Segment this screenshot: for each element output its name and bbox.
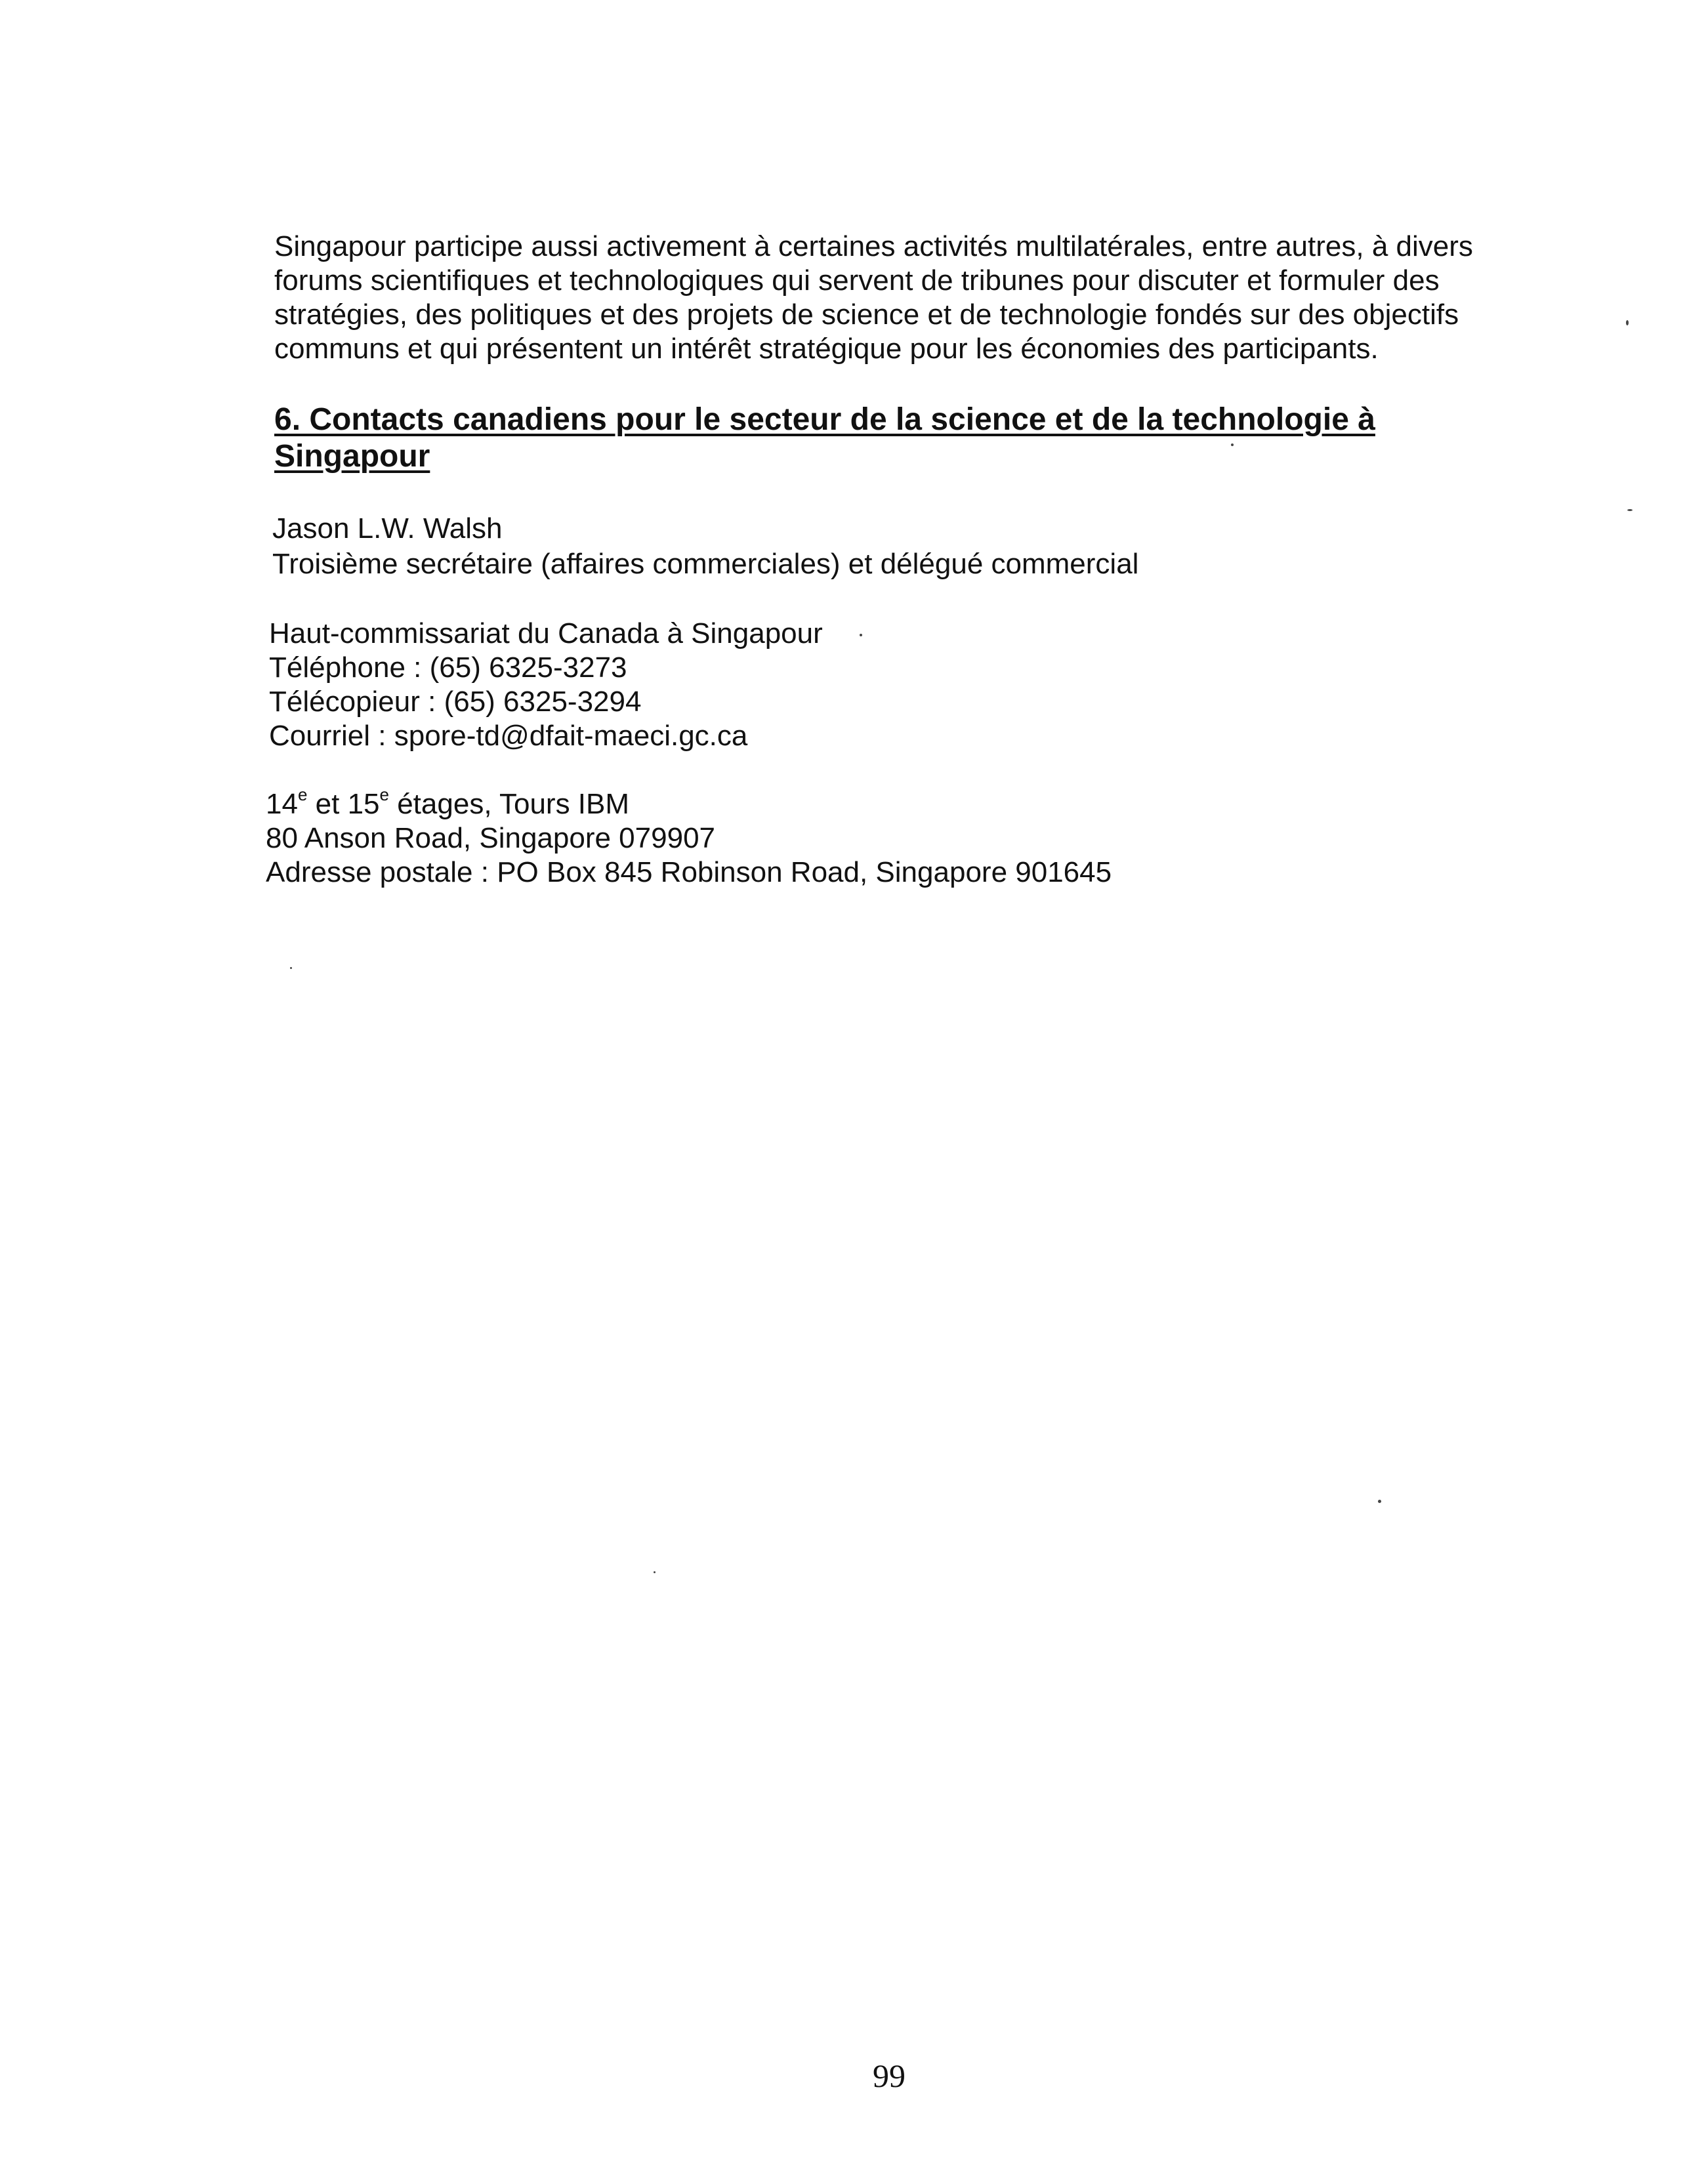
paragraph-line: Singapour participe aussi activement à certaines activités multilatérales, entre autres, à divers bbox=[274, 230, 1473, 262]
contact-title: Troisième secrétaire (affaires commerciales) et délégué commercial bbox=[272, 548, 1139, 580]
office-telephone: Téléphone : (65) 6325-3273 bbox=[269, 651, 627, 684]
scan-speck bbox=[1231, 443, 1234, 446]
office-block bbox=[269, 617, 823, 753]
contact-name: Jason L.W. Walsh bbox=[272, 512, 503, 545]
section-heading bbox=[274, 402, 1521, 475]
address-postal: Adresse postale : PO Box 845 Robinson Road, Singapore 901645 bbox=[266, 856, 1112, 888]
office-fax: Télécopieur : (65) 6325-3294 bbox=[269, 686, 642, 718]
scan-speck bbox=[1378, 1500, 1381, 1503]
floor-number-2: et 15 bbox=[307, 788, 380, 820]
floor-ordinal-1: e bbox=[297, 785, 308, 805]
scan-speck bbox=[1626, 320, 1629, 325]
paragraph-line: stratégies, des politiques et des projets de science et de technologie fondés sur des objectifs bbox=[274, 299, 1459, 331]
section-heading-line-1: 6. Contacts canadiens pour le secteur de la science et de la technologie à bbox=[274, 402, 1375, 437]
scan-speck bbox=[654, 1571, 656, 1573]
floor-ordinal-2: e bbox=[379, 785, 389, 805]
scan-speck bbox=[860, 634, 862, 636]
office-email: Courriel : spore-td@dfait-maeci.gc.ca bbox=[269, 720, 748, 752]
address-block bbox=[266, 787, 1112, 890]
floor-number-1: 14 bbox=[266, 788, 298, 820]
address-street: 80 Anson Road, Singapore 079907 bbox=[266, 822, 716, 854]
scan-speck bbox=[1627, 509, 1633, 511]
floor-building: étages, Tours IBM bbox=[388, 788, 630, 820]
scan-speck bbox=[290, 967, 292, 969]
section-heading-line-2: Singapour bbox=[274, 439, 430, 474]
paragraph-line: forums scientifiques et technologiques qui servent de tribunes pour discuter et formuler des bbox=[274, 264, 1440, 297]
address-floors bbox=[266, 787, 1112, 821]
office-name: Haut-commissariat du Canada à Singapour bbox=[269, 617, 823, 649]
intro-paragraph bbox=[274, 230, 1573, 366]
paragraph-line: communs et qui présentent un intérêt stratégique pour les économies des participants. bbox=[274, 333, 1379, 365]
page-number: 99 bbox=[873, 2057, 906, 2094]
